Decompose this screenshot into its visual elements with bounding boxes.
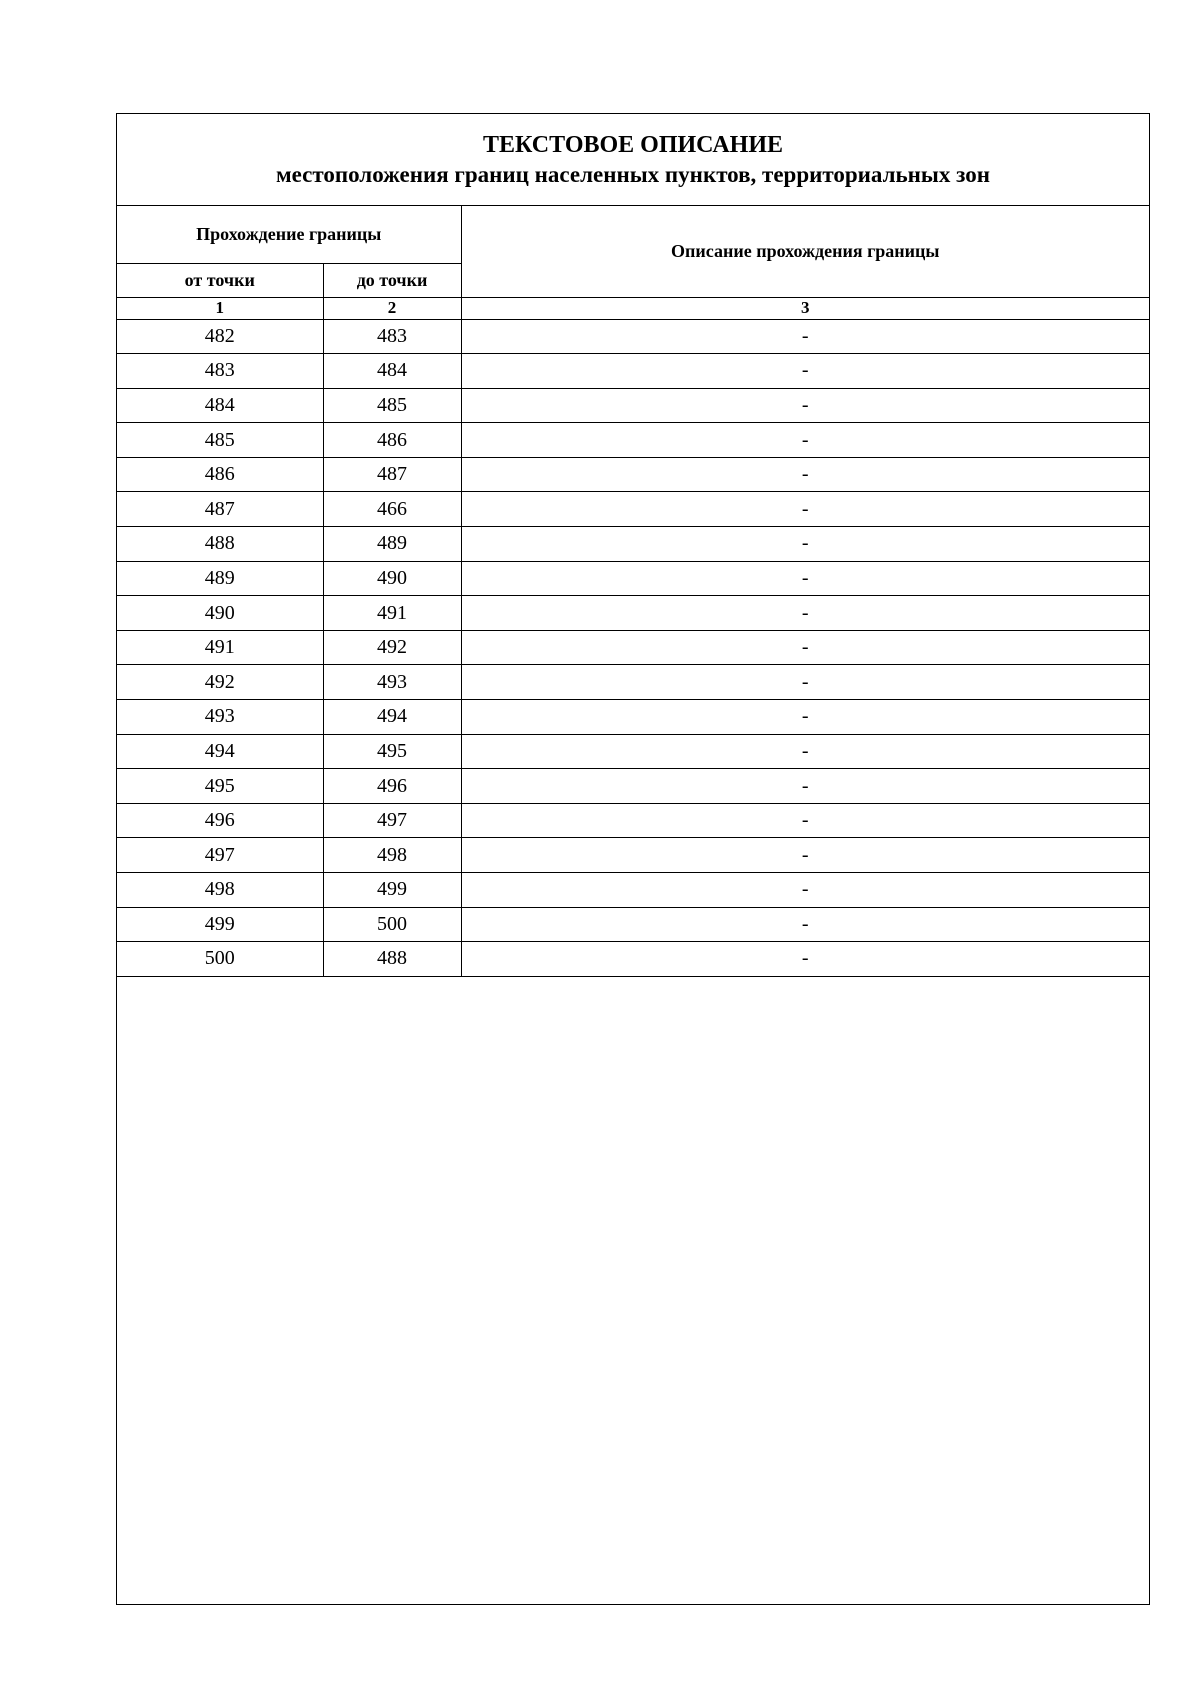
table-row bbox=[117, 388, 1149, 423]
cell-from-point: 488 bbox=[117, 527, 323, 562]
cell-to-point: 493 bbox=[323, 665, 461, 700]
cell-to-point: 499 bbox=[323, 873, 461, 908]
table-header bbox=[117, 206, 1149, 319]
cell-from-point: 500 bbox=[117, 942, 323, 977]
cell-from-point: 491 bbox=[117, 630, 323, 665]
cell-to-point: 491 bbox=[323, 596, 461, 631]
table-body bbox=[117, 319, 1149, 976]
cell-from-point: 498 bbox=[117, 873, 323, 908]
cell-from-point: 492 bbox=[117, 665, 323, 700]
cell-from-point: 486 bbox=[117, 457, 323, 492]
cell-description: - bbox=[461, 942, 1149, 977]
table-row bbox=[117, 630, 1149, 665]
cell-from-point: 489 bbox=[117, 561, 323, 596]
table-row bbox=[117, 700, 1149, 735]
table-row bbox=[117, 596, 1149, 631]
document-frame bbox=[116, 113, 1150, 1605]
cell-to-point: 488 bbox=[323, 942, 461, 977]
cell-description: - bbox=[461, 734, 1149, 769]
cell-from-point: 482 bbox=[117, 319, 323, 354]
boundary-table bbox=[117, 206, 1149, 977]
cell-from-point: 499 bbox=[117, 907, 323, 942]
cell-to-point: 496 bbox=[323, 769, 461, 804]
header-from-point: от точки bbox=[117, 263, 323, 297]
cell-from-point: 493 bbox=[117, 700, 323, 735]
table-row bbox=[117, 942, 1149, 977]
table-row bbox=[117, 873, 1149, 908]
table-row bbox=[117, 492, 1149, 527]
cell-from-point: 496 bbox=[117, 803, 323, 838]
cell-description: - bbox=[461, 354, 1149, 389]
cell-from-point: 484 bbox=[117, 388, 323, 423]
cell-from-point: 497 bbox=[117, 838, 323, 873]
header-description: Описание прохождения границы bbox=[461, 206, 1149, 297]
cell-to-point: 485 bbox=[323, 388, 461, 423]
cell-from-point: 490 bbox=[117, 596, 323, 631]
cell-description: - bbox=[461, 388, 1149, 423]
cell-description: - bbox=[461, 423, 1149, 458]
table-row bbox=[117, 527, 1149, 562]
cell-description: - bbox=[461, 700, 1149, 735]
cell-to-point: 484 bbox=[323, 354, 461, 389]
header-boundary-passage: Прохождение границы bbox=[117, 206, 461, 263]
cell-to-point: 495 bbox=[323, 734, 461, 769]
cell-to-point: 500 bbox=[323, 907, 461, 942]
cell-from-point: 483 bbox=[117, 354, 323, 389]
table-row bbox=[117, 319, 1149, 354]
cell-description: - bbox=[461, 527, 1149, 562]
document-subtitle: местоположения границ населенных пунктов, территориальных зон bbox=[276, 162, 990, 187]
cell-description: - bbox=[461, 457, 1149, 492]
table-row bbox=[117, 734, 1149, 769]
cell-description: - bbox=[461, 596, 1149, 631]
cell-to-point: 486 bbox=[323, 423, 461, 458]
cell-description: - bbox=[461, 838, 1149, 873]
cell-description: - bbox=[461, 769, 1149, 804]
cell-to-point: 494 bbox=[323, 700, 461, 735]
cell-from-point: 487 bbox=[117, 492, 323, 527]
table-row bbox=[117, 423, 1149, 458]
cell-description: - bbox=[461, 319, 1149, 354]
cell-from-point: 485 bbox=[117, 423, 323, 458]
cell-to-point: 466 bbox=[323, 492, 461, 527]
table-row bbox=[117, 838, 1149, 873]
cell-from-point: 495 bbox=[117, 769, 323, 804]
cell-description: - bbox=[461, 873, 1149, 908]
table-row bbox=[117, 769, 1149, 804]
cell-to-point: 497 bbox=[323, 803, 461, 838]
cell-description: - bbox=[461, 561, 1149, 596]
header-col-number-3: 3 bbox=[461, 297, 1149, 319]
header-to-point: до точки bbox=[323, 263, 461, 297]
cell-description: - bbox=[461, 907, 1149, 942]
cell-to-point: 498 bbox=[323, 838, 461, 873]
document-header bbox=[117, 114, 1149, 206]
cell-description: - bbox=[461, 665, 1149, 700]
cell-from-point: 494 bbox=[117, 734, 323, 769]
cell-to-point: 489 bbox=[323, 527, 461, 562]
table-row bbox=[117, 457, 1149, 492]
document-title: ТЕКСТОВОЕ ОПИСАНИЕ bbox=[482, 132, 783, 158]
table-row bbox=[117, 561, 1149, 596]
table-row bbox=[117, 665, 1149, 700]
table-row bbox=[117, 803, 1149, 838]
table-row bbox=[117, 354, 1149, 389]
cell-to-point: 487 bbox=[323, 457, 461, 492]
cell-description: - bbox=[461, 803, 1149, 838]
cell-to-point: 490 bbox=[323, 561, 461, 596]
cell-to-point: 492 bbox=[323, 630, 461, 665]
header-col-number-2: 2 bbox=[323, 297, 461, 319]
header-col-number-1: 1 bbox=[117, 297, 323, 319]
cell-to-point: 483 bbox=[323, 319, 461, 354]
table-row bbox=[117, 907, 1149, 942]
cell-description: - bbox=[461, 492, 1149, 527]
cell-description: - bbox=[461, 630, 1149, 665]
